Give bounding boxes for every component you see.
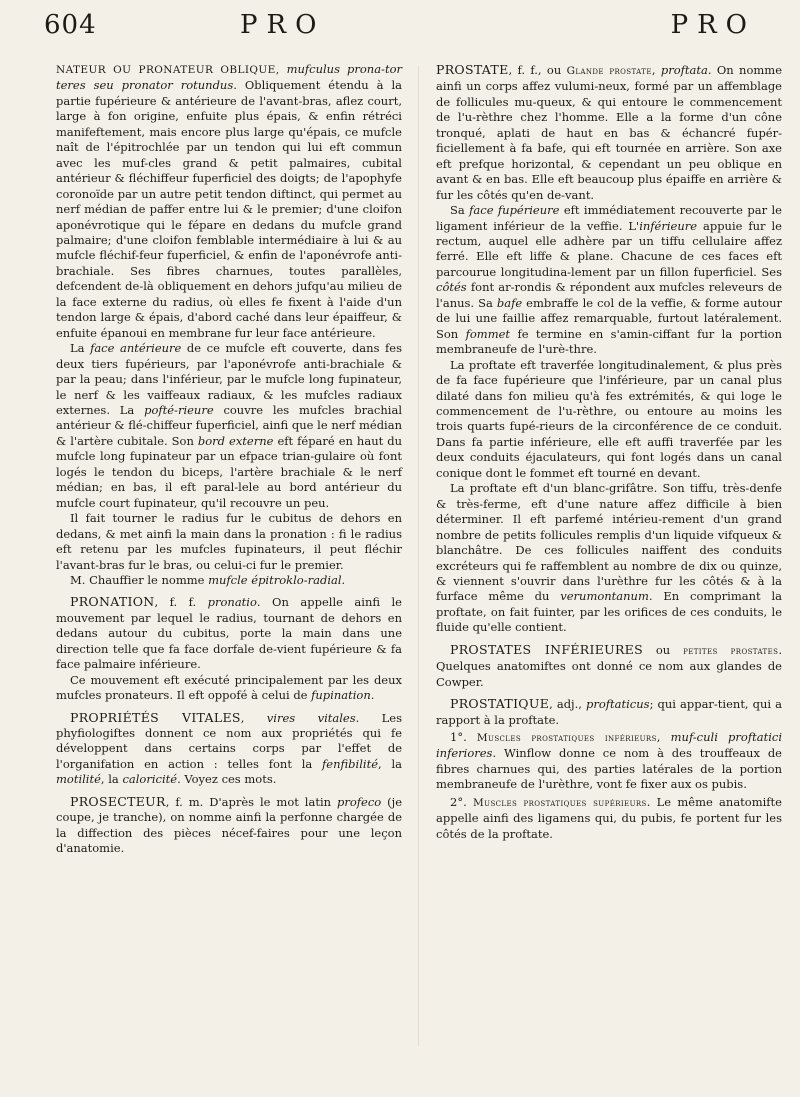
text-run: embraffe le col de la veffie, & forme autour de lui une faillie affez remarquable, furtout latéralement. Son (436, 295, 782, 341)
dictionary-entry (56, 794, 402, 857)
paragraph (436, 730, 782, 793)
text-run: Muscles prostatiques supérieurs (473, 796, 647, 809)
italic-term: verumontanum (560, 589, 649, 604)
entry-headword: PRONATION (70, 594, 155, 610)
text-run: Ce mouvement eft exécuté principalement par les deux mufcles pronateurs. Il eft oppofé à celui de (56, 672, 402, 703)
text-run: . On nomme ainfi un corps affez vulumi-neux, formé par un affemblage de follicules mu-queux, & qui entoure le commencement de l'u-rèthre chez l'homme. Elle a la forme d'un cône tronqué, aplati de haut en bas & échancré fupér-ficiellement à fa bafe, qui eft tournée en arrière. Son axe eft prefque horizontal, & cependant un peu oblique en avant & en bas. Elle eft beaucoup plus épaiffe en arrière & fur les côtés qu'en de-vant. (436, 63, 782, 202)
text-run: 1°. (450, 730, 477, 745)
italic-term: vires vitales (266, 710, 356, 725)
text-run: . Les phyfiologiftes donnent ce nom aux propriétés qui fe développent dans certains corps par l'effet de l'organifation en action : telles font la (56, 710, 403, 771)
text-run: , adj., (549, 697, 586, 712)
text-run: . Winflow donne ce nom à des trouffeaux de fibres charnues qui, des parties latérales de la portion membraneufe de l'urèthre, vont fe fixer aux os pubis. (436, 746, 782, 792)
column-gutter (418, 66, 419, 1046)
text-run: La proftate eft d'un blanc-grifâtre. Son tiffu, très-denfe & très-ferme, eft d'une nature affez difficile à bien déterminer. Il eft parfemé intérieu-rement d'un grand nombre de petits follicules remplis d'un liquide vifqueux & blanchâtre. De ces follicules naiffent des conduits excréteurs qui fe raffemblent au nombre de dix ou quinze, & viennent s'ouvrir dans l'urèthre fur les côtés & à la furface même du (436, 481, 782, 604)
paragraph (56, 511, 402, 573)
text-run: appuie fur le rectum, auquel elle adhère par un tiffu cellulaire affez ferré. Elle eft liffe & plane. Chacune de ces faces eft parcourue longitudina-lement par un fillon fuperficiel. Ses (436, 218, 782, 279)
text-run: de ce mufcle eft couverte, dans fes deux tiers fupérieurs, par l'aponévrofe anti-brachiale & par la peau; dans l'inférieur, par le mufcle long fupinateur, le nerf & les vaiffeaux radiaux, & les mufcles radiaux externes. La (56, 341, 402, 417)
italic-term: côtés (436, 280, 467, 295)
paragraph (436, 358, 782, 482)
running-head-right: PRO (670, 10, 756, 40)
paragraph (436, 795, 782, 842)
dictionary-entry (436, 642, 782, 690)
text-run: eft immédiatement recouverte par le ligament inférieur de la veffie. L' (436, 203, 782, 233)
italic-term: bafe (496, 295, 523, 310)
entry-headword: PROSTATE (436, 62, 509, 77)
entry-headword: PROSTATIQUE (450, 696, 550, 712)
page-number: 604 (44, 10, 97, 40)
text-run: ; qui appar-tient, qui a rapport à la proftate. (436, 697, 782, 727)
text-run: . En comprimant la proftate, on fait fuinter, par les orifices de ces conduits, le fluide qu'elle contient. (436, 589, 782, 635)
text-run: , (656, 730, 671, 745)
text-run: font ar-rondis & répondent aux mufcles releveurs de l'anus. Sa (436, 280, 782, 310)
entry-headword: PROSTATES INFÉRIEURES (450, 641, 643, 657)
italic-term: mufculus prona-tor teres seu pronator rotundus (56, 62, 402, 93)
italic-term: fenfibilité (322, 756, 379, 771)
italic-term: face antérieure (90, 341, 182, 356)
dictionary-entry (436, 696, 782, 728)
text-run: , la (378, 756, 402, 771)
dictionary-entry (56, 594, 402, 672)
text-run: . Le même anatomifte appelle ainfi des ligamens qui, du pubis, fe portent fur les côtés de la proftate. (436, 794, 782, 841)
right-column (436, 62, 782, 842)
italic-term: motilité (56, 772, 101, 787)
italic-term: fommet (465, 326, 511, 341)
text-run: Sa (450, 203, 470, 218)
text-run: . Voyez ces mots. (177, 772, 277, 787)
text-run: La (70, 341, 91, 356)
paragraph (56, 62, 402, 341)
italic-term: proftaticus (585, 697, 650, 712)
italic-term: proftata (660, 63, 708, 77)
text-run: , f. f. (154, 595, 208, 610)
dictionary-entry (56, 710, 402, 788)
text-run: , (240, 710, 267, 725)
paragraph (56, 573, 402, 588)
italic-term: caloricité (122, 772, 178, 787)
entry-headword: PROPRIÉTÉS VITALES (70, 709, 241, 725)
italic-term: pronatio (207, 595, 257, 610)
paragraph (436, 203, 782, 358)
paragraph (436, 481, 782, 636)
text-run: , la (100, 772, 123, 787)
italic-term: pofté-rieure (144, 402, 214, 417)
text-run: NATEUR OU PRONATEUR OBLIQUE, (56, 64, 287, 76)
text-run: Muscles prostatiques inférieurs (476, 732, 657, 745)
text-run: , f. f., ou (508, 63, 567, 77)
text-run: Glande prostate (566, 65, 652, 77)
page-header (44, 10, 776, 46)
italic-term: fupination. (311, 688, 375, 703)
paragraph (56, 341, 402, 511)
text-run: ou (642, 642, 684, 657)
italic-term: profeco (336, 794, 382, 809)
paragraph (436, 62, 782, 203)
left-column (56, 62, 402, 857)
text-run: . Quelques anatomiftes ont donné ce nom aux glandes de Cowper. (436, 642, 782, 689)
text-run: 2°. (450, 794, 473, 809)
text-run: fe termine en s'amin-ciffant fur la portion membraneufe de l'urè-thre. (436, 326, 782, 357)
entry-headword: PROSECTEUR (70, 793, 166, 809)
running-head-left: PRO (240, 10, 326, 40)
italic-term: mufcle épitroklo-radial. (208, 572, 346, 587)
text-run: Il fait tourner le radius fur le cubitus de dehors en dedans, & met ainfi la main dans la pronation : fi le radius eft retenu par les mufcles fupinateurs, il peut fléchir l'avant-bras fur le bras, ou celui-ci fur le premier. (56, 511, 402, 572)
italic-term: bord externe (197, 433, 274, 448)
italic-term: muf-culi proftatici inferiores (436, 730, 782, 761)
text-run: La proftate eft traverfée longitudinalement, & plus près de fa face fupérieure que l'inférieure, par un canal plus dilaté dans fon milieu qu'à fes extrémités, & qui loge le commencement de l'u-rèthre, ou entoure au moins les trois quarts fupé-rieurs de la circonférence de ce conduit. Dans fa partie inférieure, elle eft auffi traverfée par les deux conduits éjaculateurs, qui font logés dans un canal conique dont le fommet eft tourné en devant. (436, 357, 782, 480)
text-run: couvre les mufcles brachial antérieur & flé-chiffeur fuperficiel, ainfi que le nerf médian & l'artère cubitale. Son (56, 402, 402, 448)
text-run: M. Chauffier le nomme (70, 572, 209, 587)
paragraph (56, 673, 402, 704)
text-run: , f. m. D'après le mot latin (165, 794, 337, 809)
text-run: eft féparé en haut du mufcle long fupinateur par un efpace trian-gulaire où font logés le tendon du biceps, l'artère brachiale & le nerf médian; en bas, il eft paral-lele au bord antérieur du mufcle court fupinateur, qu'il recouvre un peu. (56, 433, 402, 510)
italic-term: face fupérieure (469, 203, 560, 218)
text-run: , (651, 63, 661, 77)
text-run: . Obliquement étendu à la partie fupérieure & antérieure de l'avant-bras, aflez court, large à fon origine, enfuite plus épais, & enfin rétréci manifeftement, mais encore plus large qu'épais, ce mufcle naît de l'épitrochlée par un tendon qui lui eft commun avec les muf-cles grand & petit palmaires, cubital antérieur & fléchiffeur fuperficiel des doigts; de l'apophyfe coronoïde par un autre petit tendon diftinct, qui permet au nerf médian de paffer entre lui & le premier; d'une cloifon aponévrotique qui le fépare en dedans du mufcle grand palmaire; d'une cloifon femblable intermédiaire à lui & au mufcle fléchif-feur fuperficiel, & enfin de l'aponévrofe anti-brachiale. Ses fibres charnues, toutes parallèles, defcendent de-là obliquement en dehors jufqu'au milieu de la face externe du radius, où elles fe fixent à l'aide d'un tendon large & épais, d'abord caché dans leur épaiffeur, & enfuite épanoui en membrane fur leur face antérieure. (56, 78, 402, 340)
text-run: petites prostates (683, 644, 779, 657)
italic-term: inférieure (639, 218, 698, 233)
text-run: (je coupe, je tranche), on nomme ainfi la perfonne chargée de la diffection des pièces nécef-faires pour une leçon d'anatomie. (56, 794, 402, 856)
text-run: . On appelle ainfi le mouvement par lequel le radius, tournant de dehors en dedans autour du cubitus, porte la main dans une direction telle que fa face dorfale de-vient fupérieure & fa face palmaire inférieure. (56, 595, 402, 672)
